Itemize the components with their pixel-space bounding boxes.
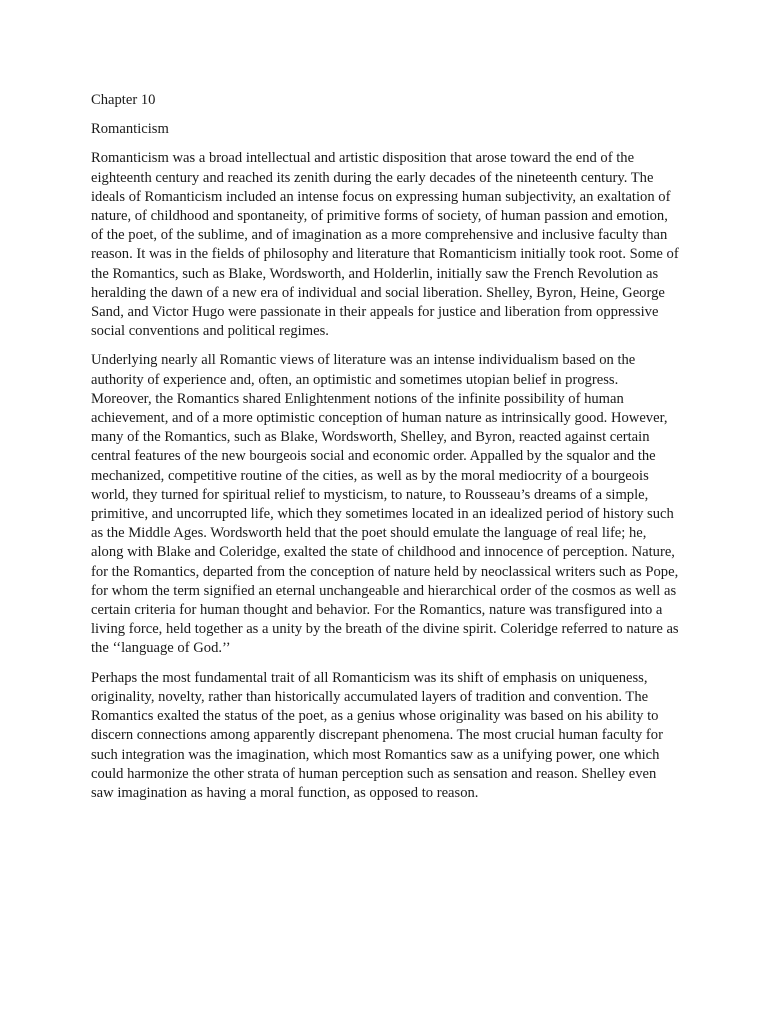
chapter-label: Chapter 10 (91, 92, 156, 108)
page-content (91, 91, 681, 813)
paragraph-2: Underlying nearly all Romantic views of literature was an intense individualism based on the authority of experience and, often, an optimistic and sometimes utopian belief in progress. Moreover, the Romantics shared Enlightenment notions of the infinite possibility of human achievement, and of a more optimistic conception of human nature as intrinsically good. However, many of the Romantics, such as Blake, Wordsworth, Shelley, and Byron, reacted against certain central features of the new bourgeois social and economic order. Appalled by the squalor and the mechanized, competitive routine of the cities, as well as by the moral mediocrity of a bourgeois world, they turned for spiritual relief to mysticism, to nature, to Rousseau’s dreams of a simple, primitive, and uncorrupted life, which they sometimes located in an idealized period of history such as the Middle Ages. Wordsworth held that the poet should emulate the language of real life; he, along with Blake and Coleridge, exalted the state of childhood and innocence of perception. Nature, for the Romantics, departed from the conception of nature held by neoclassical writers such as Pope, for whom the term signified an eternal unchangeable and hierarchical order of the cosmos as well as certain criteria for human thought and behavior. For the Romantics, nature was transfigured into a living force, held together as a unity by the breath of the divine spirit. Coleridge referred to nature as the ‘‘language of God.’’ (91, 352, 679, 657)
paragraph-1: Romanticism was a broad intellectual and artistic disposition that arose toward the end of the eighteenth century and reached its zenith during the early decades of the nineteenth century. The ideals of Romanticism included an intense focus on expressing human subjectivity, an exaltation of nature, of childhood and spontaneity, of primitive forms of society, of human passion and emotion, of the poet, of the sublime, and of imagination as a more comprehensive and inclusive faculty than reason. It was in the fields of philosophy and literature that Romanticism initially took root. Some of the Romantics, such as Blake, Wordsworth, and Holderlin, initially saw the French Revolution as heralding the dawn of a new era of individual and social liberation. Shelley, Byron, Heine, George Sand, and Victor Hugo were passionate in their appeals for justice and liberation from oppressive social conventions and political regimes. (91, 150, 679, 340)
section-title: Romanticism (91, 121, 169, 138)
paragraph-3: Perhaps the most fundamental trait of all Romanticism was its shift of emphasis on uniqueness, originality, novelty, rather than historically accumulated layers of tradition and convention. The Romantics exalted the status of the poet, as a genius whose originality was based on his ability to discern connections among apparently discrepant phenomena. The most crucial human faculty for such integration was the imagination, which most Romantics saw as a unifying power, one which could harmonize the other strata of human perception such as sensation and reason. Shelley even saw imagination as having a moral function, as opposed to reason. (91, 669, 663, 801)
